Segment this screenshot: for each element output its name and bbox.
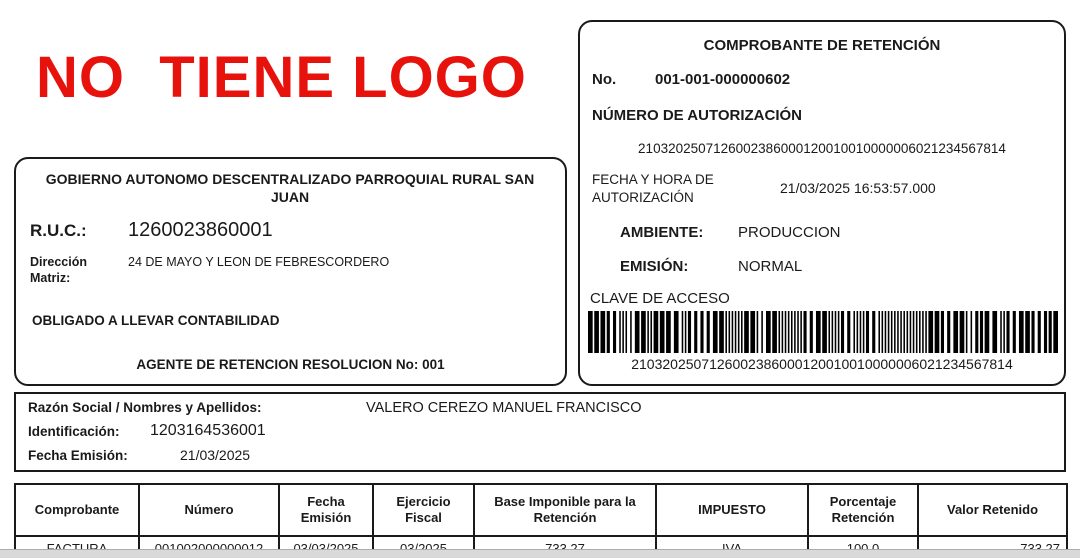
- emitter-info-box: [14, 157, 567, 386]
- identificacion-label: Identificación:: [28, 424, 120, 439]
- header-impuesto: IMPUESTO: [656, 484, 808, 536]
- clave-acceso-value: 2103202507126002386000120010010000006021234567814: [631, 356, 1013, 372]
- fecha-emision-value: 21/03/2025: [180, 447, 251, 463]
- identificacion-value: 1203164536001: [150, 422, 266, 439]
- ruc-label: R.U.C.:: [30, 221, 87, 240]
- clave-acceso-label: CLAVE DE ACCESO: [590, 290, 730, 307]
- agente-retencion-note: AGENTE DE RETENCION RESOLUCION No: 001: [136, 357, 445, 372]
- razon-social-label: Razón Social / Nombres y Apellidos:: [28, 400, 262, 415]
- header-ejercicio-fiscal: Ejercicio Fiscal: [373, 484, 474, 536]
- razon-social-value: VALERO CEREZO MANUEL FRANCISCO: [366, 400, 642, 416]
- header-numero: Número: [139, 484, 279, 536]
- emitter-name: GOBIERNO AUTONOMO DESCENTRALIZADO PARROQUIAL RURAL SAN JUAN: [45, 171, 535, 205]
- header-fecha-emision: Fecha Emisión: [279, 484, 373, 536]
- ambiente-value: PRODUCCION: [738, 224, 841, 241]
- ruc-value: 1260023860001: [128, 219, 273, 241]
- receipt-title: COMPROBANTE DE RETENCIÓN: [703, 37, 941, 54]
- authorization-datetime-value: 21/03/2025 16:53:57.000: [780, 180, 936, 196]
- address-value: 24 DE MAYO Y LEON DE FEBRESCORDERO: [128, 255, 390, 269]
- header-comprobante: Comprobante: [15, 484, 139, 536]
- receipt-info-box: [578, 20, 1066, 386]
- recipient-info-box: [14, 392, 1066, 472]
- table-header-row: [15, 484, 1067, 536]
- contabilidad-note: OBLIGADO A LLEVAR CONTABILIDAD: [32, 313, 280, 328]
- header-base-imponible: Base Imponible para la Retención: [474, 484, 656, 536]
- authorization-datetime-label: FECHA Y HORA DE AUTORIZACIÓN: [592, 172, 714, 205]
- retention-table: [14, 483, 1068, 558]
- clave-acceso-barcode: [588, 311, 1058, 353]
- header-porcentaje-retencion: Porcentaje Retención: [808, 484, 918, 536]
- authorization-number-label: NÚMERO DE AUTORIZACIÓN: [592, 107, 802, 124]
- no-logo-banner: NO TIENE LOGO: [36, 45, 527, 110]
- receipt-number-value: 001-001-000000602: [655, 71, 791, 88]
- ambiente-label: AMBIENTE:: [620, 224, 704, 241]
- authorization-number-value: 2103202507126002386000120010010000006021234567814: [638, 141, 1006, 156]
- header-valor-retenido: Valor Retenido: [918, 484, 1067, 536]
- emision-value: NORMAL: [738, 258, 803, 275]
- window-bottom-edge: [0, 549, 1080, 558]
- fecha-emision-label: Fecha Emisión:: [28, 448, 128, 463]
- receipt-number-label: No.: [592, 71, 617, 88]
- address-label: Dirección Matriz:: [30, 255, 87, 285]
- emision-label: EMISIÓN:: [620, 258, 689, 275]
